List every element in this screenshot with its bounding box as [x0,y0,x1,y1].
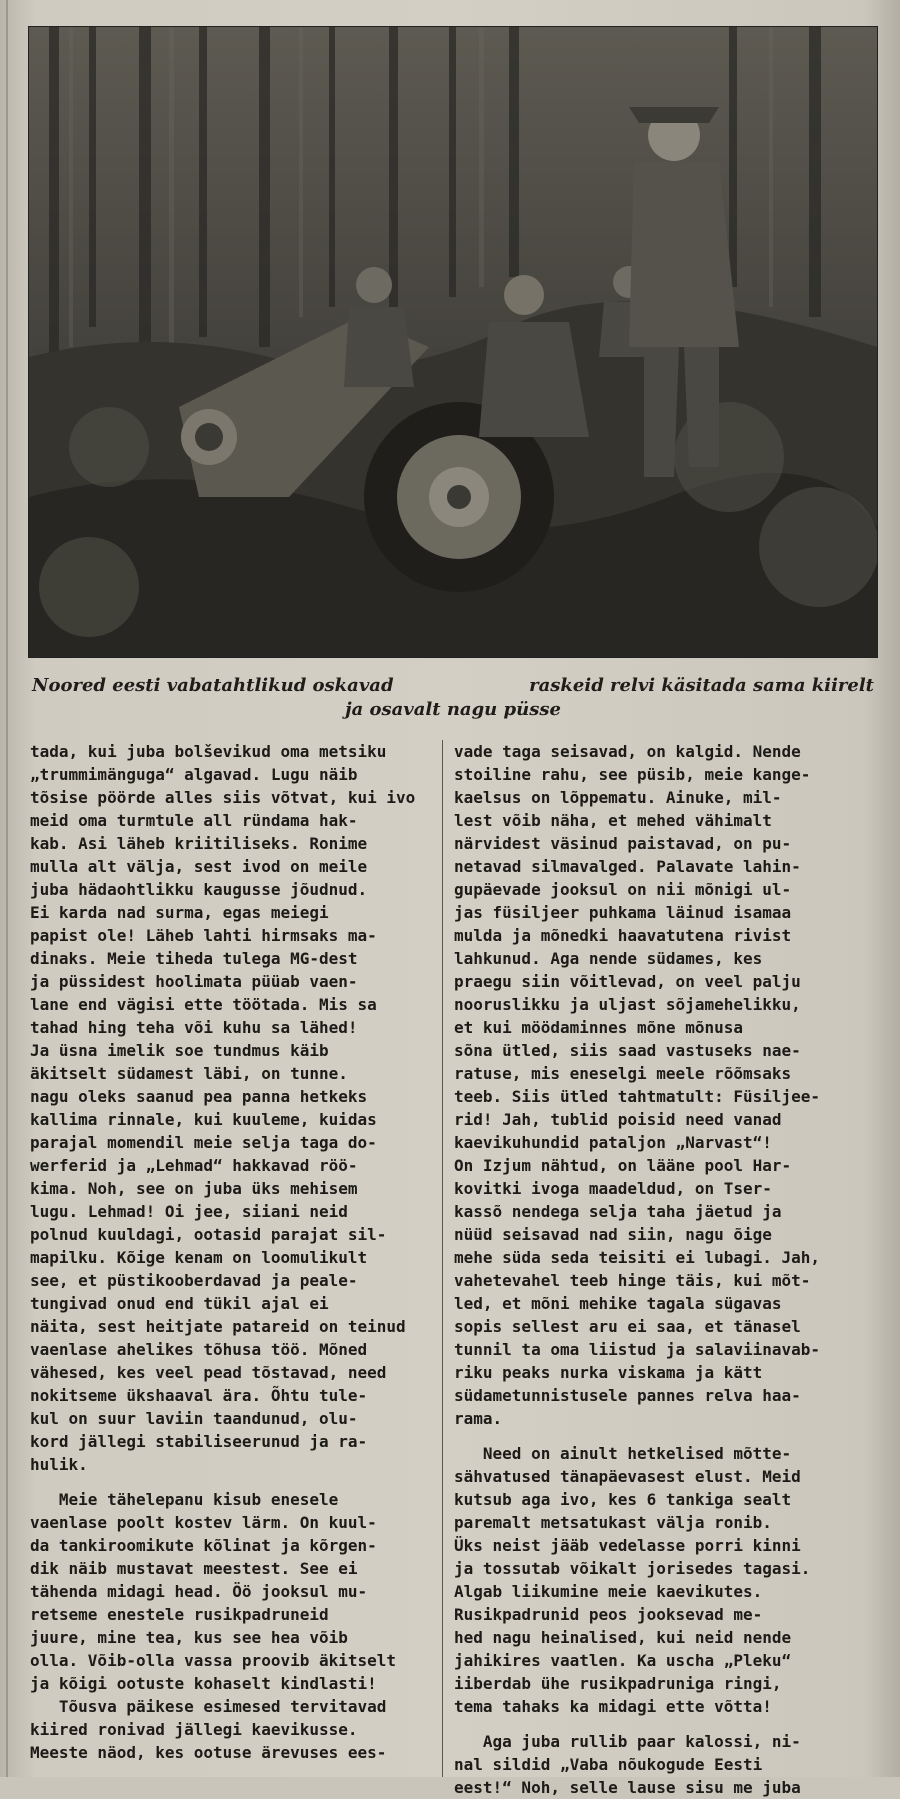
text-line: meid oma turmtule all ründama hak- [30,811,358,830]
text-line: Meeste näod, kes ootuse ärevuses ees- [30,1743,387,1762]
text-line: retseme enestele rusikpadruneid [30,1605,329,1624]
text-line: tema tahaks ka midagi ette võtta! [454,1697,772,1716]
soldiers-photo [28,26,878,658]
text-line: rid! Jah, tublid poisid need vanad [454,1110,782,1129]
text-line: tahad hing teha või kuhu sa lähed! [30,1018,358,1037]
text-line: jas füsiljeer puhkama läinud isamaa [454,903,792,922]
text-line: Algab liikumine meie kaevikutes. [454,1582,763,1601]
text-line: Ei karda nad surma, egas meiegi [30,903,329,922]
text-line: nooruslikku ja uljast sõjamehelikku, [454,995,801,1014]
text-line: lest võib näha, et mehed vähimalt [454,811,772,830]
article-right-column [454,740,872,1799]
text-line: lane end vägisi ette töötada. Mis sa [30,995,377,1014]
text-line: stoiline rahu, see püsib, meie kange- [454,765,811,784]
left-paragraph-2 [30,1488,448,1695]
caption-line1-left: Noored eesti vabatahtlikud oskavad [32,675,394,696]
text-line: vaenlase poolt kostev lärm. On kuul- [30,1513,377,1532]
text-line: ratuse, mis eneselgi meele rõõmsaks [454,1064,792,1083]
text-line: On Izjum nähtud, on lääne pool Har- [454,1156,792,1175]
text-line: närvidest väsinud paistavad, on pu- [454,834,792,853]
text-line: kima. Noh, see on juba üks mehisem [30,1179,358,1198]
photo-caption [30,674,876,722]
text-line: tõsise pöörde alles siis võtvat, kui ivo [30,788,416,807]
text-line: paremalt metsatukast välja ronib. [454,1513,772,1532]
text-line: äkitselt südamest läbi, on tunne. [30,1064,348,1083]
text-line: mehe süda seda teisiti ei lubagi. Jah, [454,1248,821,1267]
text-line: sähvatused tänapäevasest elust. Meid [454,1467,801,1486]
text-line: netavad silmavalged. Palavate lahin- [454,857,801,876]
text-line: Ja üsna imelik soe tundmus käib [30,1041,329,1060]
text-line: „trummimänguga“ algavad. Lugu näib [30,765,358,784]
text-line: dinaks. Meie tiheda tulega MG-dest [30,949,358,968]
text-line: see, et püstikooberdavad ja peale- [30,1271,358,1290]
text-line: kaelsus on lõppematu. Ainuke, mil- [454,788,782,807]
text-line: lugu. Lehmad! Oi jee, siiani neid [30,1202,348,1221]
right-paragraph-3 [454,1730,872,1799]
text-line: juure, mine tea, kus see hea võib [30,1628,348,1647]
text-line: tungivad onud end tükil ajal ei [30,1294,329,1313]
right-paragraph-2 [454,1442,872,1718]
text-line: tähenda midagi head. Öö jooksul mu- [30,1582,368,1601]
text-line: mulla alt välja, sest ivod on meile [30,857,368,876]
text-line: teeb. Siis ütled tahtmatult: Füsiljee- [454,1087,821,1106]
text-line: iiberdab ühe rusikpadruniga ringi, [454,1674,782,1693]
text-line: parajal momendil meie selja taga do- [30,1133,377,1152]
text-line: kutsub aga ivo, kes 6 tankiga sealt [454,1490,792,1509]
left-paragraph-1 [30,740,448,1476]
text-line: mulda ja mõnedki haavatutena rivist [454,926,792,945]
right-paragraph-1 [454,740,872,1430]
text-line: tada, kui juba bolševikud oma metsiku [30,742,387,761]
text-line: Meie tähelepanu kisub enesele [30,1490,339,1509]
text-line: et kui möödaminnes mõne mõnusa [454,1018,743,1037]
text-line: kiired ronivad jällegi kaevikusse. [30,1720,358,1739]
text-line: näita, sest heitjate patareid on teinud [30,1317,406,1336]
photo-icon [29,27,877,657]
text-line: kord jällegi stabiliseerunud ja ra- [30,1432,368,1451]
text-line: nal sildid „Vaba nõukogude Eesti [454,1755,763,1774]
text-line: papist ole! Läheb lahti hirmsaks ma- [30,926,377,945]
text-line: kab. Asi läheb kriitiliseks. Ronime [30,834,368,853]
text-line: Aga juba rullib paar kalossi, ni- [454,1732,801,1751]
text-line: Need on ainult hetkelised mõtte- [454,1444,792,1463]
text-line: Tõusva päikese esimesed tervitavad [30,1697,387,1716]
page-edge-rule [6,0,8,1777]
text-line: lahkunud. Aga nende südames, kes [454,949,763,968]
text-line: hulik. [30,1455,88,1474]
text-line: vahetevahel teeb hinge täis, kui mõt- [454,1271,811,1290]
text-line: nokitseme ükshaaval ära. Õhtu tule- [30,1386,368,1405]
text-line: vaenlase ahelikes tõhusa töö. Mõned [30,1340,368,1359]
text-line: ja püssidest hoolimata püüab vaen- [30,972,358,991]
text-line: Üks neist jääb vedelasse porri kinni [454,1536,801,1555]
text-line: dik näib mustavat meestest. See ei [30,1559,358,1578]
text-line: juba hädaohtlikku kaugusse jõudnud. [30,880,368,899]
text-line: polnud kuuldagi, ootasid parajat sil- [30,1225,387,1244]
text-line: kovitki ivoga maadeldud, on Tser- [454,1179,772,1198]
text-line: sõna ütled, siis saad vastuseks nae- [454,1041,801,1060]
text-line: nüüd seisavad nad siin, nagu õige [454,1225,772,1244]
text-line: kallima rinnale, kui kuuleme, kuidas [30,1110,377,1129]
text-line: nagu oleks saanud pea panna hetkeks [30,1087,368,1106]
text-line: eest!“ Noh, selle lause sisu me juba [454,1778,801,1797]
caption-line1-right: raskeid relvi käsitada sama kiirelt [529,675,874,696]
text-line: kaevikuhundid pataljon „Narvast“! [454,1133,772,1152]
text-line: praegu siin võitlevad, on veel palju [454,972,801,991]
text-line: olla. Võib-olla vassa proovib äkitselt [30,1651,397,1670]
text-line: ja kõigi ootuste kohaselt kindlasti! [30,1674,377,1693]
left-paragraph-3 [30,1695,448,1764]
text-line: gupäevade jooksul on nii mõnigi ul- [454,880,792,899]
text-line: rama. [454,1409,503,1428]
text-line: jahikires vaatlen. Ka uscha „Pleku“ [454,1651,792,1670]
text-line: sopis sellest aru ei saa, et tänasel [454,1317,801,1336]
text-line: da tankiroomikute kõlinat ja kõrgen- [30,1536,377,1555]
text-line: riku peaks nurka viskama ja kätt [454,1363,763,1382]
text-line: kassõ nendega selja taha jäetud ja [454,1202,782,1221]
text-line: werferid ja „Lehmad“ hakkavad röö- [30,1156,358,1175]
text-line: Rusikpadrunid peos jooksevad me- [454,1605,763,1624]
text-line: vade taga seisavad, on kalgid. Nende [454,742,801,761]
text-line: kul on suur laviin taandunud, olu- [30,1409,358,1428]
text-line: vähesed, kes veel pead tõstavad, need [30,1363,387,1382]
text-line: led, et mõni mehike tagala sügavas [454,1294,782,1313]
text-line: ja tossutab võikalt jorisedes tagasi. [454,1559,811,1578]
text-line: tunnil ta oma liistud ja salaviinavab- [454,1340,821,1359]
article-left-column [30,740,448,1764]
text-line: mapilku. Kõige kenam on loomulikult [30,1248,368,1267]
text-line: südametunnistusele pannes relva haa- [454,1386,801,1405]
caption-line2: ja osavalt nagu püsse [345,699,561,720]
text-line: hed nagu heinalised, kui neid nende [454,1628,792,1647]
